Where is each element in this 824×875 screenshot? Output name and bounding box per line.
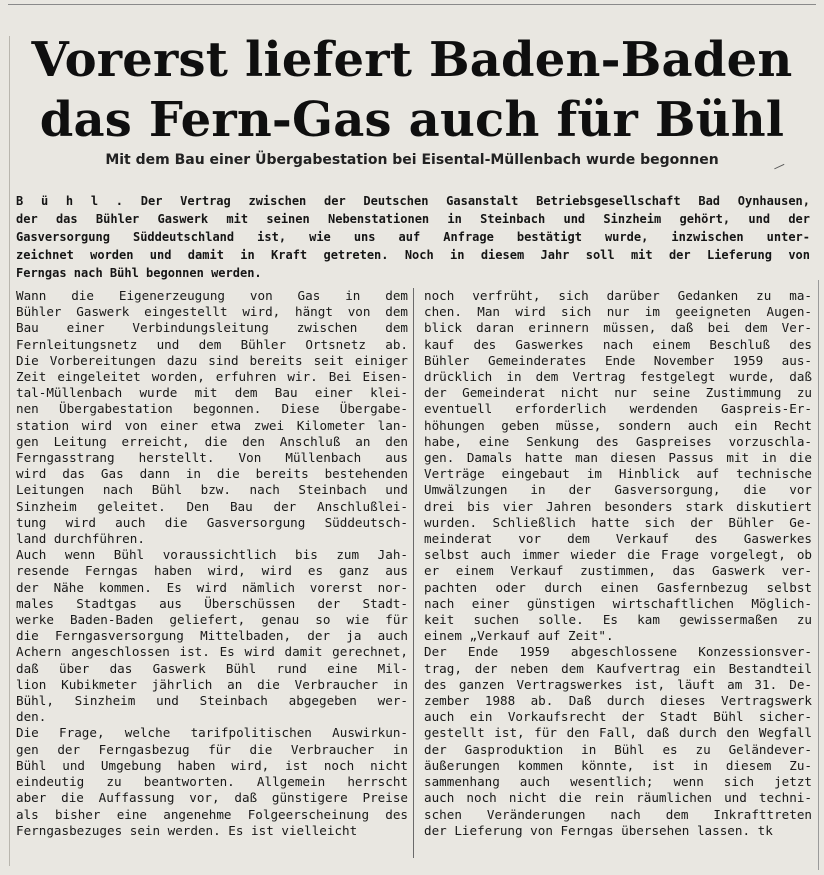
column-left-line: werke Baden-Baden geliefert, genau so wie für [16,612,408,628]
column-left-line: station wird von einer etwa zwei Kilometer lan- [16,417,408,433]
column-right-line: des ganzen Vertragswerkes ist, läuft am 31. De- [424,676,812,692]
column-left-line: Bau einer Verbindungsleitung zwischen dem [16,320,408,336]
column-right-line: nach einer günstigen wirtschaftlichen Möglich- [424,595,812,611]
subheadline: Mit dem Bau einer Übergabestation bei Eisental-Müllenbach wurde begonnen [105,152,719,168]
column-right-line: selbst auch immer wieder die Frage vorgelegt, ob [424,547,812,563]
column-left-line: die Ferngasversorgung Mittelbaden, der ja auch [16,628,408,644]
lead-line: der das Bühler Gaswerk mit seinen Nebenstationen in Steinbach und Sinzheim gehört, und der [16,212,810,226]
column-left-line: tung wird auch die Gasversorgung Süddeutsch- [16,514,408,530]
column-left-line: males Stadtgas aus Überschüssen der Stadt- [16,595,408,611]
column-left-line: Auch wenn Bühl voraussichtlich bis zum Jah- [16,547,408,563]
column-right-line: trag, der neben dem Kaufvertrag ein Bestandteil [424,660,812,676]
lead-line: Ferngas nach Bühl begonnen werden. [16,266,262,280]
column-left-line: aber die Auffassung vor, daß günstigere Preise [16,790,408,806]
column-left-line: lion Kubikmeter jährlich an die Verbraucher in [16,676,408,692]
column-left [16,288,408,839]
column-right-line: auch ein Vorkaufsrecht der Stadt Bühl sicher- [424,709,812,725]
column-right-line: äußerungen kommen könnte, ist in diesem Zu- [424,757,812,773]
lead-line: B ü h l . Der Vertrag zwischen der Deutschen Gasanstalt Betriebsgesellschaft Bad Oynhausen, [16,194,810,208]
column-right [424,288,812,839]
column-right-line: habe, eine Senkung des Gaspreises vorzuschla- [424,433,812,449]
column-right-line: sammenhang auch wesentlich; wenn sich jetzt [424,774,812,790]
column-right-line: zember 1988 ab. Daß durch dieses Vertragswerk [424,693,812,709]
column-right-line: höhungen geben müsse, sondern auch ein Recht [424,417,812,433]
column-right-line: der Gasproduktion in Bühl es zu Geländever- [424,741,812,757]
column-left-line: als bisher eine angenehme Folgeerscheinung des [16,806,408,822]
column-left-line: gen Leitung erreicht, die den Anschluß an den [16,433,408,449]
headline-line-2: das Fern-Gas auch für Bühl [39,92,785,148]
column-left-line: tal-Müllenbach wurde mit dem Bau einer klei- [16,385,408,401]
column-left-line: Zeit eingeleitet worden, erfuhren wir. Bei Eisen- [16,369,408,385]
column-right-line: blick daran erinnern müssen, daß bei dem Ver- [424,320,812,336]
column-right-line: chen. Man wird sich nur im geeigneten Augen- [424,304,812,320]
column-left-line: Leitungen nach Bühl bzw. nach Steinbach und [16,482,408,498]
column-right-line: wurden. Schließlich hatte sich der Bühler Ge- [424,514,812,530]
column-right-line: Umwälzungen in der Gasversorgung, die vor [424,482,812,498]
column-right-line: gestellt ist, für den Fall, daß durch den Wegfall [424,725,812,741]
column-left-line: Die Frage, welche tarifpolitischen Auswirkun- [16,725,408,741]
column-right-line: schen Veränderungen nach dem Inkrafttreten [424,806,812,822]
column-right-line: kauf des Gaswerkes nach einem Beschluß des [424,336,812,352]
column-right-line: der Lieferung von Ferngas übersehen lassen. tk [424,822,773,838]
column-right-line: drücklich in dem Vertrag festgelegt wurde, daß [424,369,812,385]
column-left-line: den. [16,709,47,725]
column-right-line: noch verfrüht, sich darüber Gedanken zu ma- [424,288,812,303]
column-left-line: Fernleitungsnetz und dem Bühler Ortsnetz ab. [16,336,408,352]
right-edge-rule [818,280,819,870]
column-left-line: Achern angeschlossen ist. Es wird damit gerechnet, [16,644,408,660]
column-left-line: Sinzheim geleitet. Den Bau der Anschlußlei- [16,498,408,514]
column-left-line: eindeutig zu beantworten. Allgemein herrscht [16,774,408,790]
column-left-line: Die Vorbereitungen dazu sind bereits seit einiger [16,352,408,368]
column-left-line: Bühl, Sinzheim und Steinbach abgegeben wer- [16,693,408,709]
column-right-line: Der Ende 1959 abgeschlossene Konzessionsver- [424,644,812,660]
column-left-line: Bühl und Umgebung haben wird, ist noch nicht [16,757,408,773]
column-left-line: Ferngasbezuges sein werden. Es ist vielleicht [16,822,358,838]
column-right-line: auch noch nicht die rein räumlichen und techni- [424,790,812,806]
column-left-line: wird das Gas dann in die bereits bestehenden [16,466,408,482]
column-right-line: der Gemeinderat nicht nur seine Zustimmung zu [424,385,812,401]
column-right-line: drei bis vier Jahren besonders stark diskutiert [424,498,812,514]
column-left-line: Wann die Eigenerzeugung von Gas in dem [16,288,408,303]
column-left-line: gen der Ferngasbezug für die Verbraucher in [16,741,408,757]
lead-line: zeichnet worden und damit in Kraft getreten. Noch in diesem Jahr soll mit der Lieferung von [16,248,810,262]
column-divider [413,288,414,858]
headline-line-1: Vorerst liefert Baden-Baden [31,32,793,88]
column-left-line: Bühler Gaswerk eingestellt wird, hängt von dem [16,304,408,320]
column-left-line: nen Übergabestation begonnen. Diese Übergabe- [16,401,408,417]
column-left-line: Ferngasstrang herstellt. Von Müllenbach aus [16,450,408,466]
column-left-line: der Nähe kommen. Es wird nämlich vorerst nor- [16,579,408,595]
column-right-line: Bühler Gemeinderates Ende November 1959 aus- [424,352,812,368]
column-right-line: eventuell erforderlich werdenden Gaspreis-Er- [424,401,812,417]
lead-line: Gasversorgung Süddeutschland ist, wie uns auf Anfrage bestätigt wurde, inzwischen unter- [16,230,810,244]
column-right-line: er einem Verkauf zustimmen, das Gaswerk ver- [424,563,812,579]
column-right-line: Verträge eingebaut im Hinblick auf technische [424,466,812,482]
column-right-line: einem „Verkauf auf Zeit". [424,628,614,644]
top-rule [8,4,816,5]
column-left-line: daß über das Gaswerk Bühl rund eine Mil- [16,660,408,676]
column-right-line: meinderat vor dem Verkauf des Gaswerkes [424,531,812,547]
pencil-mark-icon: — [770,157,788,175]
column-left-line: resende Ferngas haben wird, wird es ganz aus [16,563,408,579]
column-right-line: pachten oder durch einen Gasfernbezug selbst [424,579,812,595]
column-right-line: gen. Damals hatte man diesen Passus mit in die [424,450,812,466]
column-right-line: keit suchen solle. Es kam gewissermaßen zu [424,612,812,628]
column-left-line: land durchführen. [16,531,145,547]
lead-paragraph [16,192,810,282]
